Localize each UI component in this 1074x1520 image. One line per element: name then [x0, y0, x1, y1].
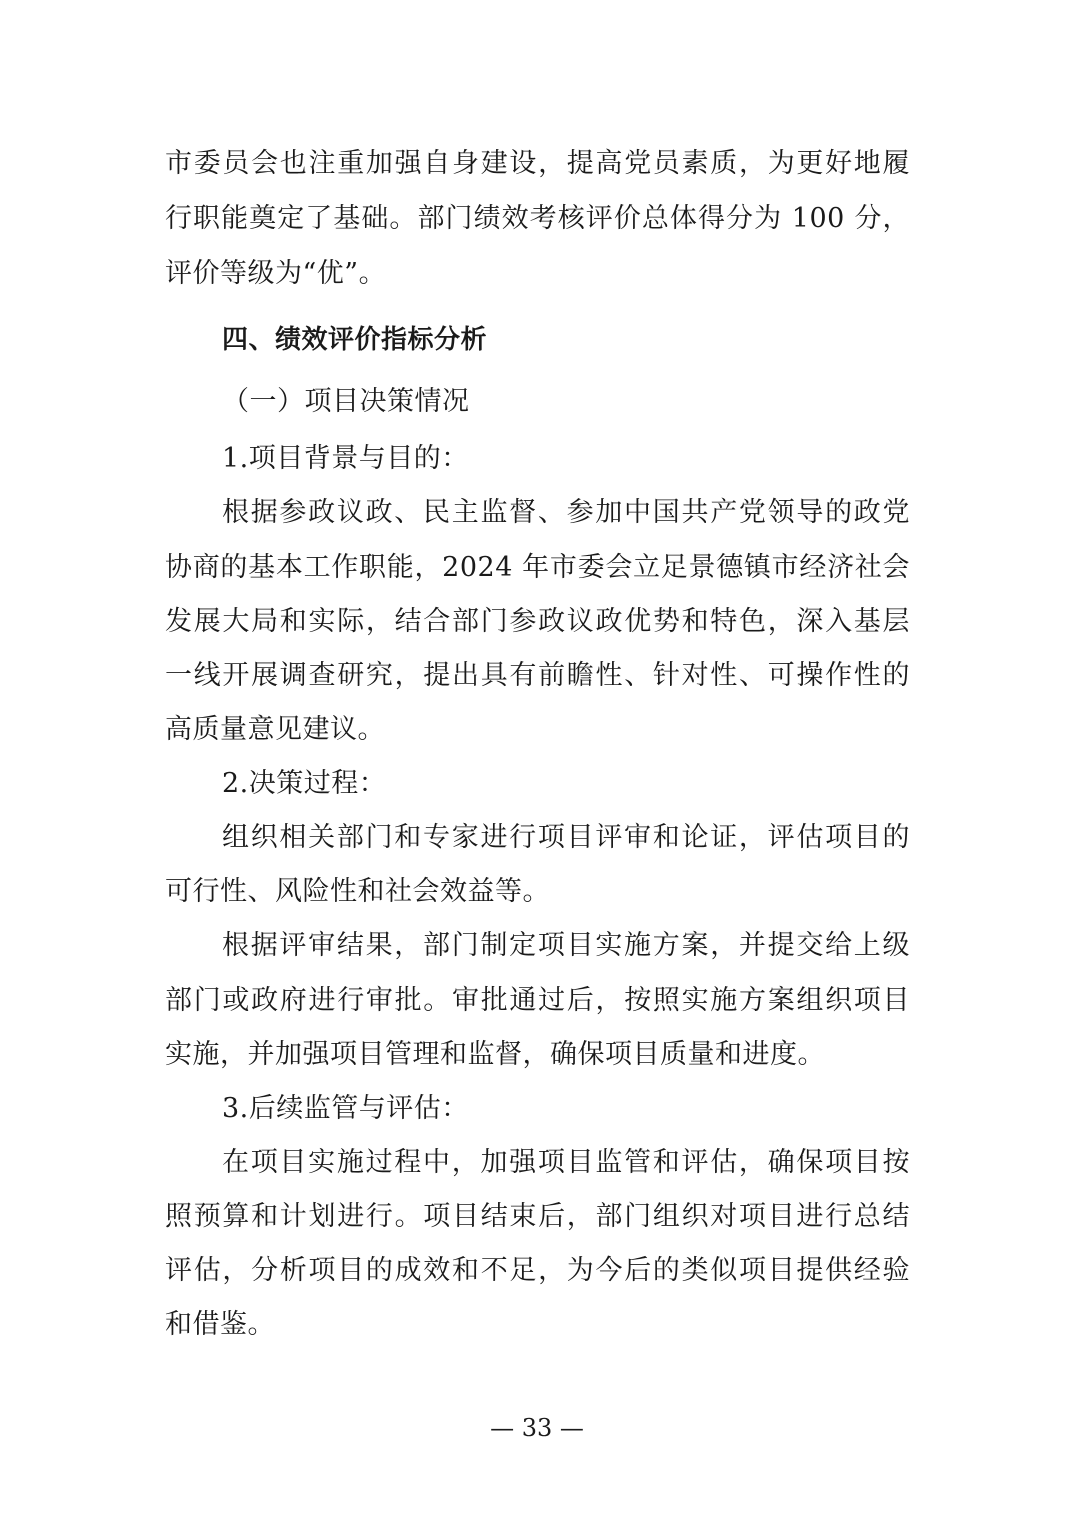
item2-paragraph2-line-1: 根据评审结果，部门制定项目实施方案，并提交给上级 [222, 930, 910, 961]
continuation-line-3: 评价等级为“优”。 [165, 258, 387, 289]
continuation-line-1: 市委员会也注重加强自身建设，提高党员素质，为更好地履 [165, 148, 910, 179]
subsection-heading: （一）项目决策情况 [222, 386, 470, 417]
item1-paragraph-line-1: 根据参政议政、民主监督、参加中国共产党领导的政党 [222, 497, 910, 528]
item2-paragraph2-line-2: 部门或政府进行审批。审批通过后，按照实施方案组织项目 [165, 985, 910, 1016]
page-number: — 33 — [490, 1414, 584, 1442]
section-heading: 四、绩效评价指标分析 [222, 325, 488, 355]
item3-paragraph-line-4: 和借鉴。 [165, 1309, 275, 1340]
item3-paragraph-line-3: 评估，分析项目的成效和不足，为今后的类似项目提供经验 [165, 1255, 910, 1286]
item2-title: 2.决策过程： [222, 768, 387, 799]
item2-paragraph2-line-3: 实施，并加强项目管理和监督，确保项目质量和进度。 [165, 1039, 825, 1070]
item1-paragraph-line-3: 发展大局和实际，结合部门参政议政优势和特色，深入基层 [165, 606, 910, 637]
item1-title: 1.项目背景与目的： [222, 443, 469, 474]
continuation-line-2: 行职能奠定了基础。部门绩效考核评价总体得分为 100 分， [165, 203, 910, 234]
item2-paragraph1-line-1: 组织相关部门和专家进行项目评审和论证，评估项目的 [222, 822, 910, 853]
item3-paragraph-line-2: 照预算和计划进行。项目结束后，部门组织对项目进行总结 [165, 1201, 910, 1232]
item3-title: 3.后续监管与评估： [222, 1093, 469, 1124]
item2-paragraph1-line-2: 可行性、风险性和社会效益等。 [165, 876, 550, 907]
item3-paragraph-line-1: 在项目实施过程中，加强项目监管和评估，确保项目按 [222, 1147, 910, 1178]
item1-paragraph-line-4: 一线开展调查研究，提出具有前瞻性、针对性、可操作性的 [165, 660, 910, 691]
item1-paragraph-line-5: 高质量意见建议。 [165, 714, 385, 745]
item1-paragraph-line-2: 协商的基本工作职能，2024 年市委会立足景德镇市经济社会 [165, 552, 910, 583]
